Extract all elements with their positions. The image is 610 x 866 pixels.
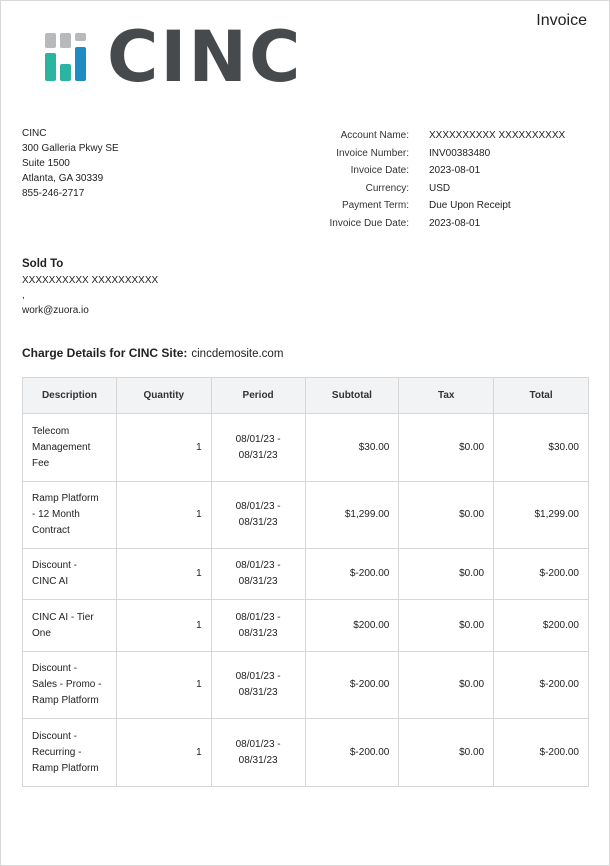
sold-to-email: work@zuora.io bbox=[22, 305, 89, 316]
cell-description bbox=[23, 549, 117, 600]
logo-bar-gray-top-mid bbox=[60, 33, 71, 48]
cell-tax: $0.00 bbox=[399, 719, 494, 787]
cell-quantity: 1 bbox=[116, 719, 211, 787]
table-row bbox=[23, 600, 589, 652]
period-start: 08/01/23 - bbox=[235, 501, 281, 512]
account-row bbox=[301, 197, 565, 215]
cell-quantity: 1 bbox=[116, 600, 211, 652]
table-row bbox=[23, 652, 589, 719]
account-value: INV00383480 bbox=[429, 147, 491, 159]
cell-period bbox=[211, 600, 305, 652]
table-row bbox=[23, 482, 589, 549]
company-address-line1: 300 Galleria Pkwy SE bbox=[22, 143, 119, 154]
charge-details-site: cincdemosite.com bbox=[191, 348, 284, 360]
company-name: CINC bbox=[22, 128, 47, 139]
cell-quantity: 1 bbox=[116, 652, 211, 719]
page-title: Invoice bbox=[536, 12, 587, 29]
account-row bbox=[301, 180, 565, 198]
period-start: 08/01/23 - bbox=[235, 738, 281, 750]
company-logo bbox=[45, 16, 303, 98]
description-line: Management bbox=[32, 441, 91, 453]
cell-subtotal: $30.00 bbox=[305, 414, 399, 482]
account-row bbox=[301, 162, 565, 180]
account-label: Payment Term: bbox=[341, 200, 409, 212]
company-phone: 855-246-2717 bbox=[22, 188, 85, 199]
account-row bbox=[301, 145, 565, 163]
company-city-line: Atlanta, GA 30339 bbox=[22, 173, 104, 184]
description-line: Discount - bbox=[32, 560, 78, 571]
sold-to-line2: , bbox=[22, 290, 25, 301]
account-label: Invoice Date: bbox=[350, 165, 409, 177]
cell-tax: $0.00 bbox=[399, 482, 494, 549]
cell-tax: $0.00 bbox=[399, 414, 494, 482]
cell-description bbox=[23, 482, 117, 549]
table-row bbox=[23, 414, 589, 482]
cell-quantity: 1 bbox=[116, 549, 211, 600]
sold-to-title: Sold To bbox=[22, 258, 64, 270]
cell-total: $-200.00 bbox=[494, 549, 589, 600]
column-header-description: Description bbox=[23, 378, 117, 414]
account-details bbox=[301, 127, 565, 233]
logo-bars-icon bbox=[45, 29, 101, 85]
logo-wordmark: CINC bbox=[107, 16, 303, 98]
cell-period bbox=[211, 414, 305, 482]
account-row bbox=[301, 127, 565, 145]
logo-bar-teal-short bbox=[60, 64, 71, 81]
logo-bar-gray-small bbox=[75, 33, 86, 41]
period-end: 08/31/23 bbox=[238, 687, 278, 698]
account-label: Currency: bbox=[365, 182, 409, 194]
charge-details-heading bbox=[22, 346, 283, 360]
cell-total: $30.00 bbox=[494, 414, 589, 482]
period-start: 08/01/23 - bbox=[235, 671, 281, 682]
account-value: Due Upon Receipt bbox=[429, 200, 511, 212]
cell-subtotal: $-200.00 bbox=[305, 549, 399, 600]
description-line: Contract bbox=[32, 525, 70, 536]
cell-period bbox=[211, 482, 305, 549]
charges-table bbox=[22, 377, 589, 787]
period-end: 08/31/23 bbox=[238, 627, 278, 639]
cell-tax: $0.00 bbox=[399, 652, 494, 719]
cell-description bbox=[23, 600, 117, 652]
cell-tax: $0.00 bbox=[399, 549, 494, 600]
cell-tax: $0.00 bbox=[399, 600, 494, 652]
column-header-total: Total bbox=[494, 378, 589, 414]
description-line: Ramp Platform bbox=[32, 695, 99, 706]
company-address-line2: Suite 1500 bbox=[22, 158, 70, 169]
account-label: Account Name: bbox=[340, 130, 409, 141]
description-line: Recurring - bbox=[32, 746, 82, 758]
period-end: 08/31/23 bbox=[238, 517, 278, 528]
account-value: 2023-08-01 bbox=[429, 165, 481, 177]
column-header-period: Period bbox=[211, 378, 305, 414]
description-line: Fee bbox=[32, 457, 50, 469]
sold-to-name: XXXXXXXXXX XXXXXXXXXX bbox=[22, 275, 159, 286]
period-start: 08/01/23 - bbox=[235, 560, 281, 571]
period-start: 08/01/23 - bbox=[235, 611, 281, 623]
description-line: Discount - bbox=[32, 663, 78, 674]
account-value: USD bbox=[429, 182, 451, 194]
column-header-subtotal: Subtotal bbox=[305, 378, 399, 414]
cell-subtotal: $-200.00 bbox=[305, 719, 399, 787]
cell-description bbox=[23, 652, 117, 719]
description-line: One bbox=[32, 627, 51, 639]
cell-subtotal: $1,299.00 bbox=[305, 482, 399, 549]
description-line: CINC AI bbox=[32, 576, 69, 587]
description-line: Ramp Platform bbox=[32, 493, 99, 504]
account-value: XXXXXXXXXX XXXXXXXXXX bbox=[429, 130, 566, 141]
table-row bbox=[23, 549, 589, 600]
description-line: - 12 Month bbox=[32, 509, 80, 520]
charge-details-label: Charge Details for CINC Site: bbox=[22, 346, 188, 360]
account-row bbox=[301, 215, 565, 233]
column-header-tax: Tax bbox=[399, 378, 494, 414]
cell-description bbox=[23, 719, 117, 787]
cell-period bbox=[211, 652, 305, 719]
cell-total: $1,299.00 bbox=[494, 482, 589, 549]
account-label: Invoice Number: bbox=[336, 147, 409, 159]
cell-description bbox=[23, 414, 117, 482]
cell-total: $200.00 bbox=[494, 600, 589, 652]
cell-period bbox=[211, 719, 305, 787]
period-end: 08/31/23 bbox=[238, 754, 278, 766]
description-line: Discount - bbox=[32, 730, 78, 742]
period-end: 08/31/23 bbox=[238, 449, 278, 461]
cell-total: $-200.00 bbox=[494, 652, 589, 719]
logo-bar-gray-top-left bbox=[45, 33, 56, 48]
column-header-quantity: Quantity bbox=[116, 378, 211, 414]
period-end: 08/31/23 bbox=[238, 576, 278, 587]
account-label: Invoice Due Date: bbox=[329, 217, 409, 229]
description-line: Telecom bbox=[32, 425, 70, 437]
description-line: CINC AI - Tier bbox=[32, 611, 94, 623]
company-address bbox=[22, 126, 119, 201]
cell-quantity: 1 bbox=[116, 482, 211, 549]
table-header-row bbox=[23, 378, 589, 414]
logo-bar-teal bbox=[45, 53, 56, 81]
period-start: 08/01/23 - bbox=[235, 433, 281, 445]
account-value: 2023-08-01 bbox=[429, 217, 481, 229]
description-line: Ramp Platform bbox=[32, 762, 99, 774]
cell-total: $-200.00 bbox=[494, 719, 589, 787]
logo-bar-blue bbox=[75, 47, 86, 81]
sold-to bbox=[22, 257, 158, 318]
cell-period bbox=[211, 549, 305, 600]
cell-quantity: 1 bbox=[116, 414, 211, 482]
description-line: Sales - Promo - bbox=[32, 679, 102, 690]
cell-subtotal: $-200.00 bbox=[305, 652, 399, 719]
cell-subtotal: $200.00 bbox=[305, 600, 399, 652]
table-row bbox=[23, 719, 589, 787]
